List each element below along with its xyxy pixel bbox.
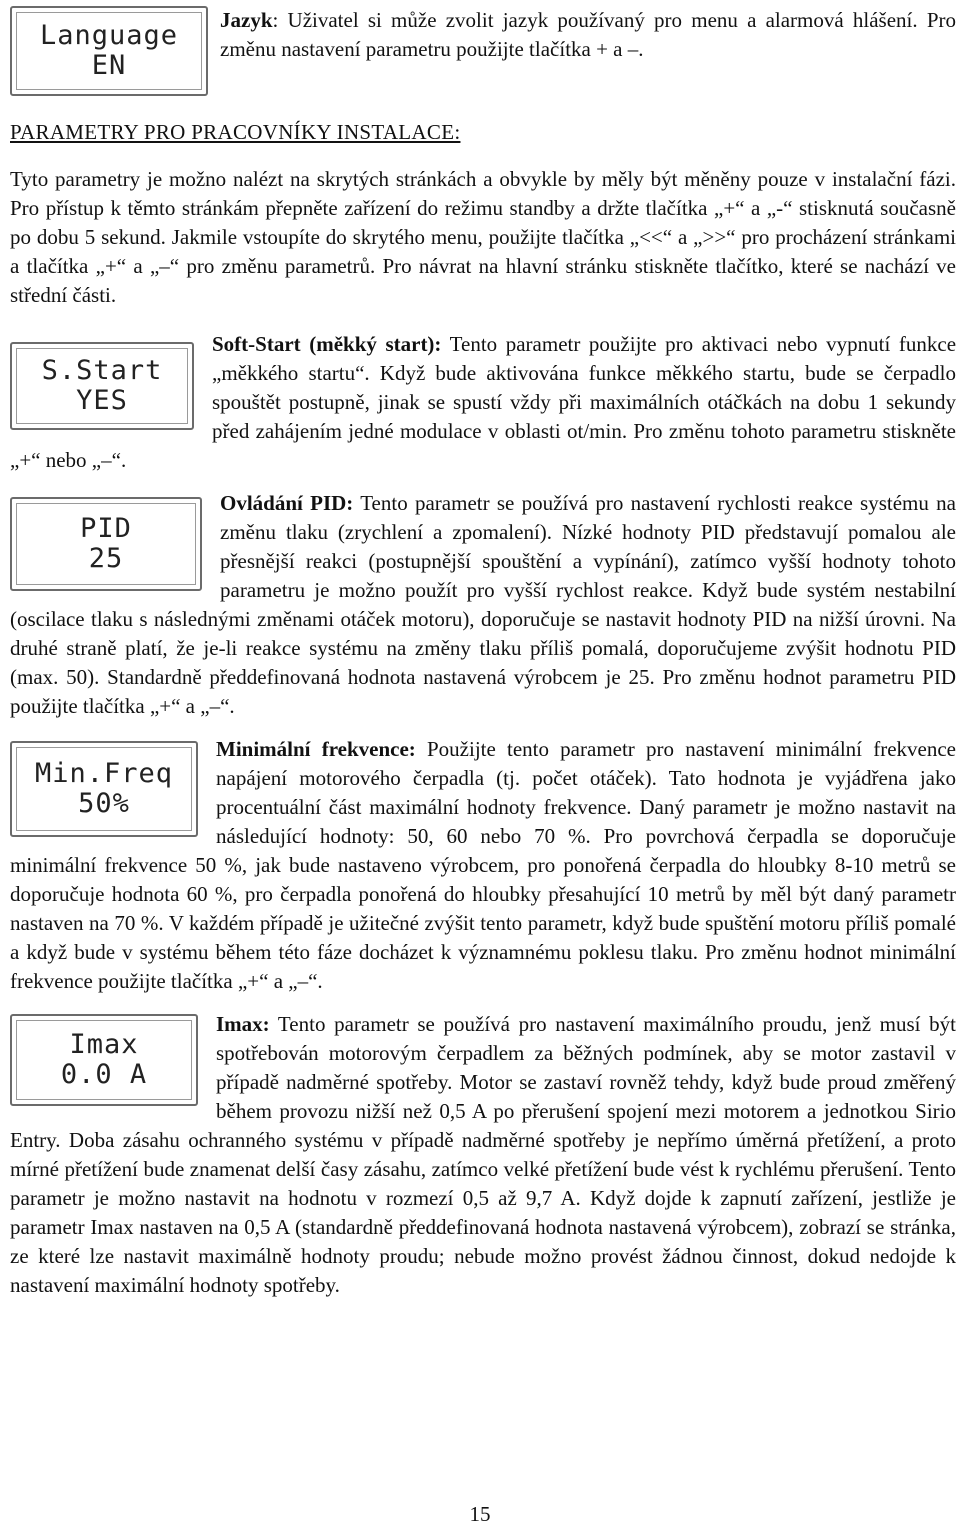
display-line-2: 50%: [78, 788, 130, 819]
softstart-text: Tento parametr použijte pro aktivaci nebo vypnutí funkce „měkkého startu“. Když bude aktivována funkce měkkého startu, bude se čerpadlo spouštět postupně, jinak se spustí vždy při maximálních otáčkách na dobu 1 sekundy před zahájením jedné modulace v oblasti ot/min. Pro změnu tohoto parametru stiskněte „+“ nebo „–“.: [10, 332, 956, 472]
display-line-1: S.Start: [41, 355, 163, 386]
display-line-1: Min.Freq: [34, 758, 174, 789]
document-page: [10, 6, 956, 1300]
imax-text: Tento parametr se používá pro nastavení maximálního proudu, jenž musí být spotřebován motorovým čerpadlem za běžných podmínek, aby se motor zastavil v případě nadměrné spotřeby. Motor se zastaví rovněž tehdy, když bude proud změřený během provozu nižší než 0,5 A po přerušení spojení mezi motorem a jednotkou Sirio Entry. Doba zásahu ochranného systému v případě nadměrné spotřeby je nepřímo úměrná přetížení, a proto mírné přetížení bude znamenat delší časy zásahu, zatímco velké přetížení bude vést k rychlému přerušení. Tento parametr je možno nastavit na hodnotu v rozmezí 0,5 až 9,7 A. Když dojde k zapnutí zařízení, jestliže je parametr Imax nastaven na 0,5 A (standardně předdefinovaná hodnota nastavená výrobcem), zobrazí se stránka, ze které lze nastavit maximálně hodnoty proudu; nebude možno provést žádnou činnost, dokud nedojde k nastavení maximální hodnoty spotřeby.: [10, 1012, 956, 1297]
pid-display: [10, 497, 202, 591]
installer-heading: PARAMETRY PRO PRACOVNÍKY INSTALACE:: [10, 120, 461, 144]
pid-section: [10, 489, 956, 721]
language-section: [10, 6, 956, 96]
display-line-1: Language: [39, 20, 179, 51]
minfreq-label: Minimální frekvence:: [216, 737, 416, 761]
display-line-1: Imax: [69, 1029, 139, 1060]
pid-text: Tento parametr se používá pro nastavení rychlosti reakce systému na změnu tlaku (zrychlení a zpomalení). Nízké hodnoty PID představují pomalou ale přesnější reakci (postupnější spouštění a vypínání), zatímco vyšší hodnoty tohoto parametru je možno použít pro vyšší rychlost reakce. Když bude systém nestabilní (oscilace tlaku s následnými změnami otáček motoru), doporučuje se nastavit hodnoty PID na nižší úrovni. Na druhé straně platí, že je-li reakce systému na změny tlaku příliš pomalá, doporučujeme zvýšit hodnotu PID (max. 50). Standardně předdefinovaná hodnota nastavená výrobcem je 25. Pro změnu hodnot parametru PID použijte tlačítka „+“ a „–“.: [10, 491, 956, 718]
minfreq-text: Použijte tento parametr pro nastavení minimální frekvence napájení motorového čerpadla (tj. počet otáček). Tato hodnota je vyjádřena jako procentuální část maximální hodnoty frekvence. Daný parametr je možno nastavit na následující hodnoty: 50, 60 nebo 70 %. Pro povrchová čerpadla se doporučuje minimální frekvence 50 %, jak bude nastaveno výrobcem, pro ponořená čerpadla do hloubky 8-10 metrů se doporučuje hodnota 60 %, pro čerpadla ponořená do hloubky přesahující 10 metrů by měl být daný parametr nastaven na 70 %. V každém případě je užitečné zvýšit tento parametr, když bude spuštění motoru příliš pomalé a když bude v systému během této fáze docházet k významnému poklesu tlaku. Pro změnu hodnot minimální frekvence použijte tlačítka „+“ a „–“.: [10, 737, 956, 993]
language-display: [10, 6, 208, 96]
minfreq-display: [10, 741, 198, 837]
language-text: : Uživatel si může zvolit jazyk používaný pro menu a alarmová hlášení. Pro změnu nastavení parametru použijte tlačítka + a –.: [220, 8, 956, 61]
display-line-2: 25: [88, 543, 124, 574]
page-number: 15: [469, 1502, 491, 1526]
language-label: Jazyk: [220, 8, 273, 32]
imax-label: Imax:: [216, 1012, 270, 1036]
installer-paragraph: Tyto parametry je možno nalézt na skrytých stránkách a obvykle by měly být měněny pouze v instalační fázi. Pro přístup k těmto stránkám přepněte zařízení do režimu standby a držte tlačítka „+“ a „-“ stisknutá současně po dobu 5 sekund. Jakmile vstoupíte do skrytého menu, použijte tlačítka „<<“ a „>>“ pro procházení stránkami a tlačítka „+“ a „–“ pro změnu parametrů. Pro návrat na hlavní stránku stiskněte tlačítko, které se nachází ve střední části.: [10, 167, 956, 307]
display-line-2: EN: [91, 50, 127, 81]
imax-section: [10, 1010, 956, 1300]
imax-display: [10, 1014, 198, 1106]
display-line-1: PID: [80, 513, 132, 544]
softstart-display: [10, 342, 194, 430]
minfreq-section: [10, 735, 956, 996]
installer-section: [10, 118, 956, 310]
pid-label: Ovládání PID:: [220, 491, 354, 515]
display-line-2: 0.0 A: [60, 1059, 148, 1090]
softstart-section: [10, 330, 956, 475]
softstart-label: Soft-Start (měkký start):: [212, 332, 442, 356]
display-line-2: YES: [76, 385, 128, 416]
